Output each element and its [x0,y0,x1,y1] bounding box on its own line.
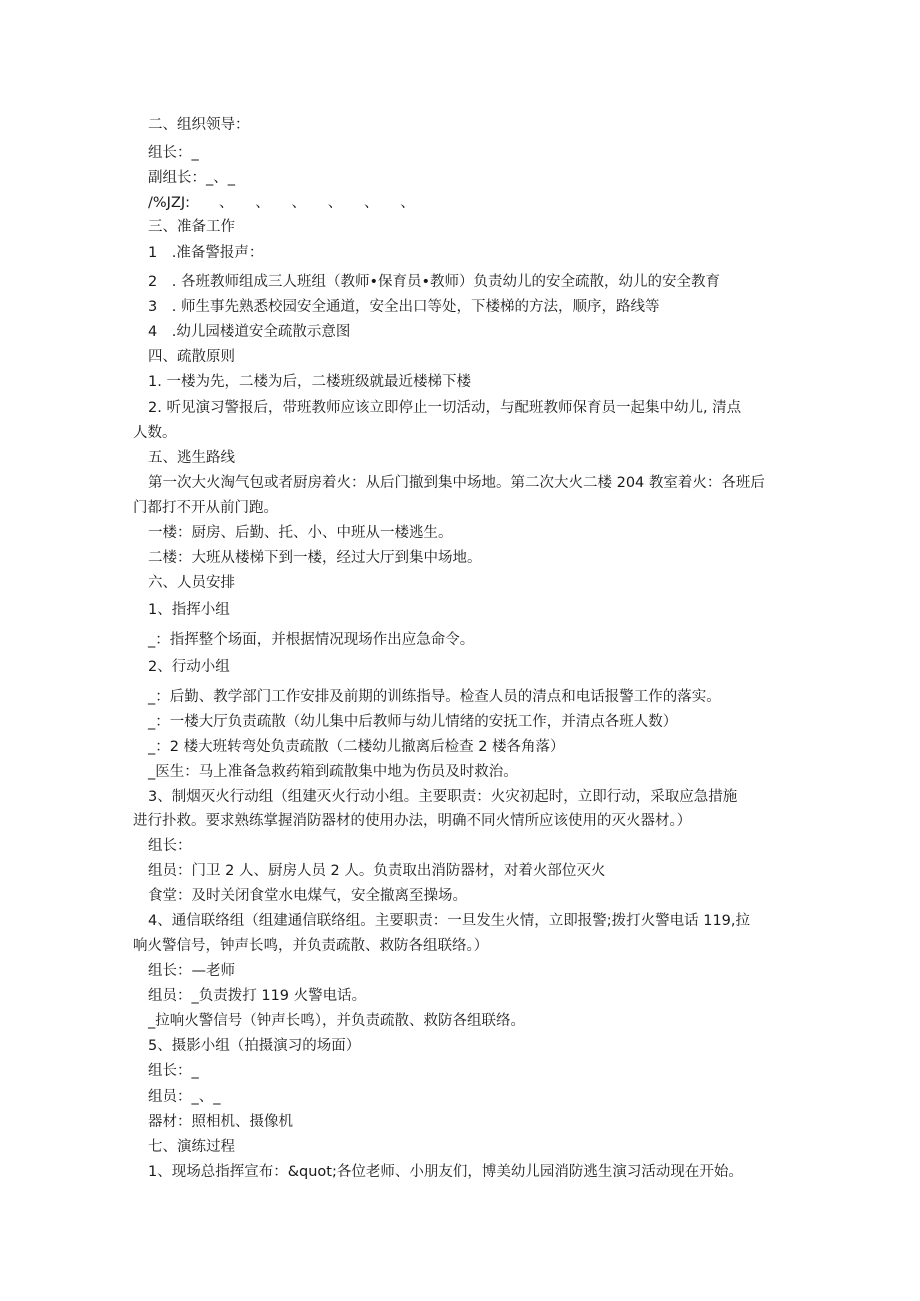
text-line: 组长：—老师 [148,963,235,979]
text-line: 人数。 [133,425,177,441]
subheading: 1、指挥小组 [148,602,230,618]
heading-evacuation-principles: 四、疏散原则 [148,349,235,365]
text-line: _医生：马上准备急救药箱到疏散集中地为伤员及时救治。 [148,764,518,780]
heading-escape-route: 五、逃生路线 [148,450,235,466]
heading-preparation: 三、准备工作 [148,219,235,235]
heading-organization: 二、组织领导： [148,117,250,133]
list-item: 2 . 各班教师组成三人班组（教师•保育员•教师）负责幼儿的安全疏散，幼儿的安全教育 [148,274,721,290]
text-line: _拉响火警信号（钟声长鸣），并负责疏散、救防各组联络。 [148,1013,525,1029]
list-item: 4 .幼儿园楼道安全疏散示意图 [148,324,351,340]
text-line: _：一楼大厅负责疏散（幼儿集中后教师与幼儿情绪的安抚工作，并清点各班人数） [148,714,678,730]
text-line: 组员：_负责拨打 119 火警电话。 [148,988,367,1004]
text-line: 组长：_ [148,1063,199,1079]
text-line: 组员：门卫 2 人、厨房人员 2 人。负责取出消防器材，对着火部位灭火 [148,863,606,879]
heading-drill-process: 七、演练过程 [148,1139,235,1155]
text-line: 组长： [148,838,192,854]
text-line: _：2 楼大班转弯处负责疏散（二楼幼儿撤离后检查 2 楼各角落） [148,739,565,755]
text-line: 二楼：大班从楼梯下到一楼，经过大厅到集中场地。 [148,550,482,566]
text-line: 进行扑救。要求熟练掌握消防器材的使用办法，明确不同火情所应该使用的灭火器材。） [133,813,692,829]
text-line: /%JZJ: 、 、 、 、 、 、 [148,195,415,211]
list-item: 3 . 师生事先熟悉校园安全通道，安全出口等处，下楼梯的方法，顺序，路线等 [148,299,660,315]
text-line: 一楼：厨房、后勤、托、小、中班从一楼逃生。 [148,525,453,541]
list-item: 2. 听见演习警报后，带班教师应该立即停止一切活动，与配班教师保育员一起集中幼儿, 清点 [148,400,742,416]
text-line: 1、现场总指挥宣布：&quot;各位老师、小朋友们，博美幼儿园消防逃生演习活动现在开始。 [148,1164,743,1180]
list-item: 1. 一楼为先，二楼为后，二楼班级就最近楼梯下楼 [148,374,471,390]
text-line: 食堂：及时关闭食堂水电煤气，安全撤离至操场。 [148,888,467,904]
text-line: 响火警信号，钟声长鸣，并负责疏散、救防各组联络。） [133,938,489,954]
text-line: 副组长：_、_ [148,170,235,186]
list-item: 1 .准备警报声： [148,245,264,261]
heading-staff-arrangement: 六、人员安排 [148,575,235,591]
text-line: 门都打不开从前门跑。 [133,500,278,516]
subheading: 2、行动小组 [148,659,230,675]
text-line: _：后勤、教学部门工作安排及前期的训练指导。检查人员的清点和电话报警工作的落实。 [148,689,721,705]
subheading: 5、摄影小组（拍摄演习的场面） [148,1038,361,1054]
text-line: _：指挥整个场面，并根据情况现场作出应急命令。 [148,632,475,648]
text-line: 第一次大火淘气包或者厨房着火：从后门撤到集中场地。第二次大火二楼 204 教室着火：各班后 [148,475,765,491]
text-line: 4、通信联络组（组建通信联络组。主要职责：一旦发生火情，立即报警;拨打火警电话 119,拉 [148,913,751,929]
text-line: 组员：_、_ [148,1089,221,1105]
text-line: 器材：照相机、摄像机 [148,1114,293,1130]
text-line: 3、制烟灭火行动组（组建灭火行动小组。主要职责：火灾初起时，立即行动，采取应急措施 [148,789,738,805]
text-line: 组长：_ [148,145,199,161]
